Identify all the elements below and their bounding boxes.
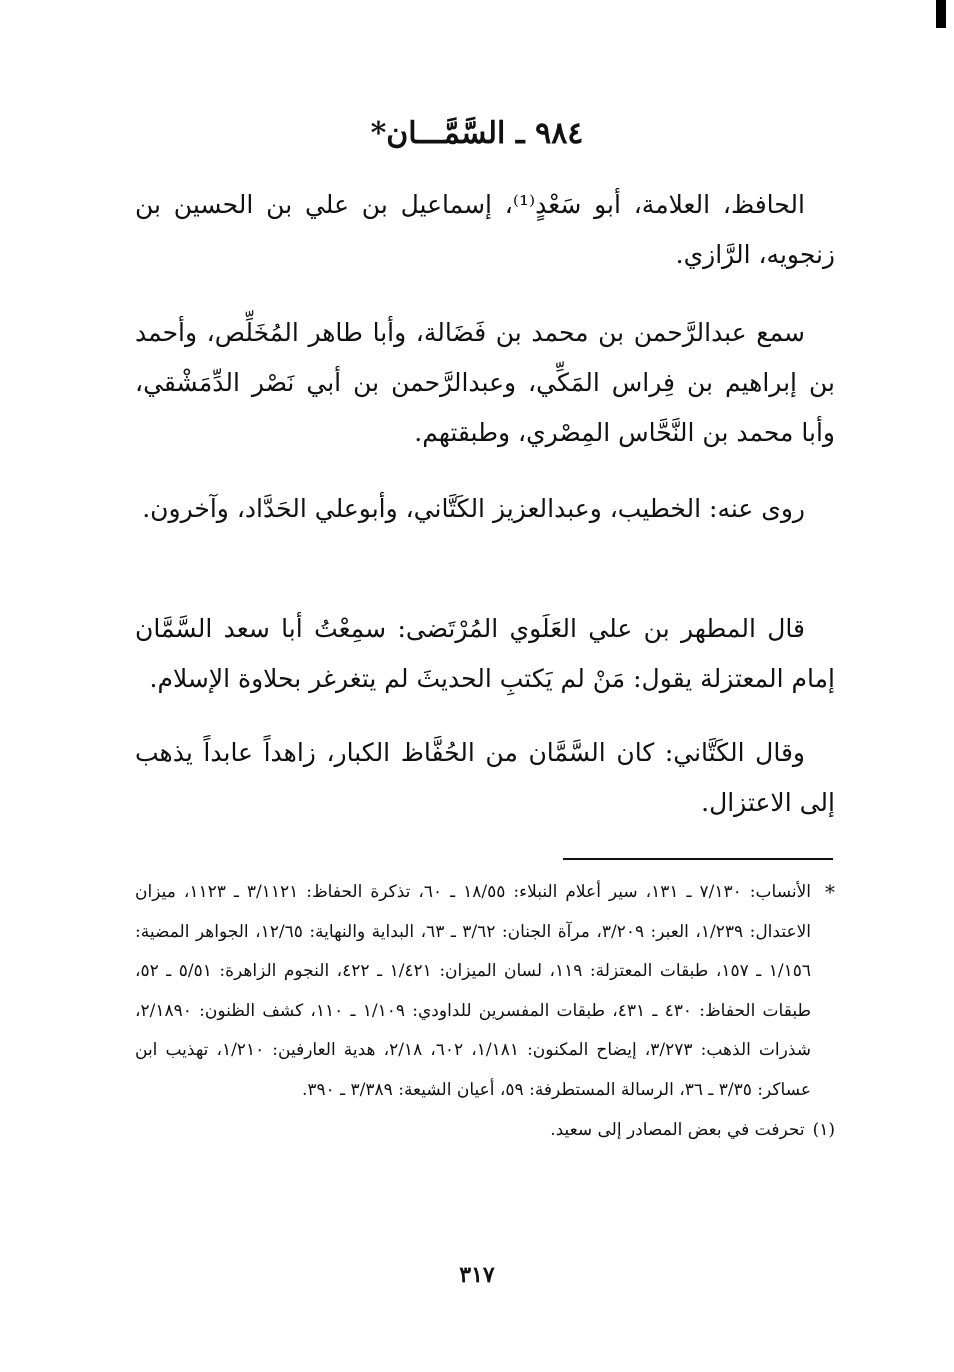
paragraph-students: روى عنه: الخطيب، وعبدالعزيز الكَتَّاني، وأبوعلي الحَدَّاد، وآخرون. [142,494,805,523]
page-number: ٣١٧ [459,1262,495,1288]
footnote-separator [563,858,833,860]
paragraph-name-lineage: الحافظ، العلامة، أبو سَعْدٍ⁽¹⁾، إسماعيل بن علي بن الحسين بن زنجويه، الرَّازي. [135,190,835,269]
footnote-1-text: تحرفت في بعض المصادر إلى سعيد. [550,1119,805,1140]
footnote-asterisk: * [825,880,835,904]
scan-edge-mark [936,0,946,28]
footnotes [135,873,835,1150]
biography-quote [135,604,835,704]
paragraph-assessment: وقال الكَتَّاني: كان السَّمَّان من الحُفَّاظ الكبار، زاهداً عابداً يذهب إلى الاعتزال. [135,738,835,817]
entry-title: ٩٨٤ ـ السَّمَّـــان* [370,116,584,151]
paragraph-teachers: سمع عبدالرَّحمن بن محمد بن فَضَالة، وأبا طاهر المُخَلِّص، وأحمد بن إبراهيم بن فِراس المَكِّي، وعبدالرَّحمن بن أبي نَصْر الدِّمَشْقي، وأبا محمد بن النَّحَّاس المِصْري، وطبقتهم. [135,318,835,447]
footnote-sources [135,873,835,1111]
footnote-sources-text: الأنساب: ٧/١٣٠ ـ ١٣١، سير أعلام النبلاء: ١٨/٥٥ ـ ٦٠، تذكرة الحفاظ: ٣/١١٢١ ـ ١١٢٣، ميزان الاعتدال: ١/٢٣٩، العبر: ٣/٢٠٩، مرآة الجنان: ٣/٦٢ ـ ٦٣، البداية والنهاية: ١٢/٦٥، الجواهر المضية: ١/١٥٦ ـ ١٥٧، طبقات المعتزلة: ١١٩، لسان الميزان: ١/٤٢١ ـ ٤٢٢، النجوم الزاهرة: ٥/٥١ ـ ٥٢، طبقات الحفاظ: ٤٣٠ ـ ٤٣١، طبقات المفسرين للداودي: ١/١٠٩ ـ ١١٠، كشف الظنون: ٢/١٨٩٠، شذرات الذهب: ٣/٢٧٣، إيضاح المكنون: ١/١٨١، ٦٠٢، ٢/١٨، هدية العارفين: ١/٢١٠، تهذيب ابن عساكر: ٣/٣٥ ـ ٣٦، الرسالة المستطرفة: ٥٩، أعيان الشيعة: ٣/٣٨٩ ـ ٣٩٠. [135,882,812,1100]
footnote-1 [135,1111,835,1151]
biography-assessment [135,728,835,828]
footnote-1-number: (١) [812,1119,835,1140]
biography-students [135,484,835,534]
biography-teachers [135,308,835,458]
biography-intro [135,180,835,280]
paragraph-quote: قال المطهر بن علي العَلَوي المُرْتَضى: سمِعْتُ أبا سعد السَّمَّان إمام المعتزلة يقول: مَنْ لم يَكتبِ الحديثَ لم يتغرغر بحلاوة الإسلام. [135,614,835,693]
